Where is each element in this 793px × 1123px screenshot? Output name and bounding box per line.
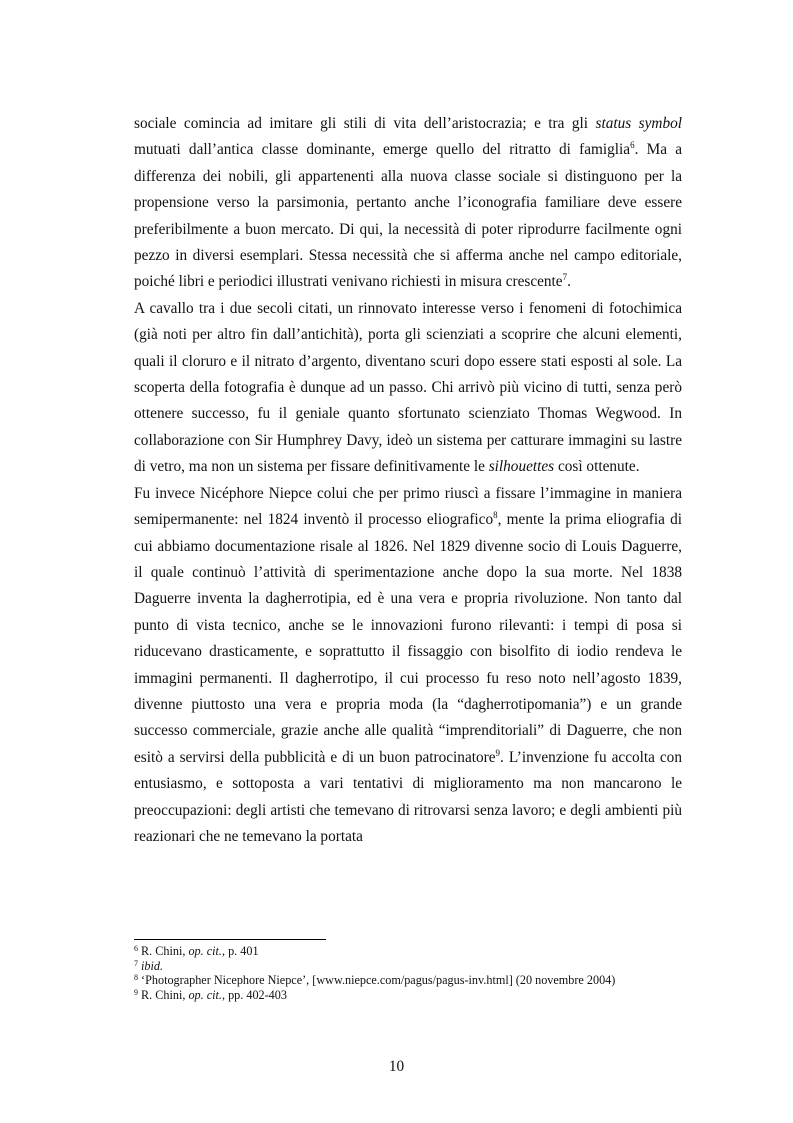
footnote-text: R. Chini, bbox=[138, 987, 189, 1002]
italic-term: status symbol bbox=[595, 115, 682, 132]
footnote-italic: op. cit., bbox=[188, 944, 226, 958]
footnote-number: 6 bbox=[134, 944, 138, 953]
footnote-number: 7 bbox=[134, 958, 138, 968]
footnote-separator bbox=[134, 939, 326, 940]
text-run: . Ma a differenza dei nobili, gli appartenenti alla nuova classe sociale si distinguono per la propensione verso la parsimonia, pertanto anche l’iconografia familiare deve essere preferibilmente a buon mercato. Di qui, la necessità di poter riprodurre facilmente ogni pezzo in diversi esemplari. Stessa necessità che si afferma anche nel campo editoriale, poiché libri e periodici illustrati venivano richiesti in misura crescente bbox=[134, 141, 683, 291]
text-run: Fu invece Nicéphore Niepce colui che per primo riuscì a fissare l’immagine in maniera semipermanente: nel 1824 inventò il processo eliografico bbox=[134, 484, 682, 529]
text-run: A cavallo tra i due secoli citati, un rinnovato interesse verso i fenomeni di fotochimica (già noti per altro fin dall’antichità), porta gli scienziati a scoprire che alcuni elementi, quali il cloruro e il nitrato d’argento, diventano scuri dopo essere stati esposti al sole. La scoperta della fotografia è dunque ad un passo. Chi arrivò più vicino di tutti, senza però ottenere successo, fu il geniale quanto sfortunato scienziato Thomas Wegwood. In collaborazione con Sir Humphrey Davy, ideò un sistema per catturare immagini su lastre di vetro, ma non un sistema per fissare definitivamente le bbox=[134, 299, 682, 476]
footnote-number: 9 bbox=[134, 987, 138, 997]
footnote-number: 8 bbox=[134, 973, 138, 982]
footnote-9 bbox=[134, 988, 694, 1003]
paragraph-1 bbox=[134, 111, 682, 296]
footnote-italic: ibid. bbox=[141, 958, 164, 973]
paragraph-2 bbox=[134, 296, 682, 481]
paragraph-3 bbox=[134, 481, 682, 851]
footnote-6 bbox=[134, 944, 694, 959]
footnote-text: , pp. 402-403 bbox=[221, 987, 287, 1002]
footnotes bbox=[134, 944, 694, 1002]
text-run: . L’invenzione fu accolta con entusiasmo, e sottoposta a vari tentativi di miglioramento ma non mancarono le preoccupazioni: degli artisti che temevano di ritrovarsi senza lavoro; e degli ambienti più reazionari che ne temevano la portata bbox=[134, 748, 682, 845]
footnote-7 bbox=[134, 959, 694, 974]
footnote-ref: 8 bbox=[493, 510, 498, 521]
footnote-text: R. Chini, bbox=[138, 944, 189, 958]
body-text bbox=[134, 111, 682, 850]
footnote-text: ‘Photographer Nicephore Niepce’, [www.niepce.com/pagus/pagus-inv.html] (20 novembre 2004) bbox=[138, 973, 616, 987]
footnote-8 bbox=[134, 973, 694, 988]
footnote-italic: op. cit. bbox=[188, 987, 222, 1002]
text-run: sociale comincia ad imitare gli stili di vita dell’aristocrazia; e tra gli bbox=[134, 115, 596, 132]
page-number: 10 bbox=[388, 1058, 405, 1075]
italic-term: silhouettes bbox=[488, 458, 555, 476]
text-run: , mente la prima eliografia di cui abbiamo documentazione risale al 1826. Nel 1829 divenne socio di Louis Daguerre, il quale continuò l’attività di sperimentazione anche dopo la sua morte. Nel 1838 Daguerre inventa la dagherrotipia, ed è una vera e propria rivoluzione. Non tanto dal punto di vista tecnico, anche se le innovazioni furono rilevanti: i tempi di posa si riducevano drasticamente, e soprattutto il fissaggio con bisolfito di iodio rendeva le immagini permanenti. Il dagherrotipo, il cui processo fu reso noto nell’agosto 1839, divenne piuttosto una vera e propria moda (la “dagherrotipomania”) e un grande successo commerciale, grazie anche alle qualità “imprenditoriali” di Daguerre, che non esitò a servirsi della pubblicità e di un buon patrocinatore bbox=[134, 511, 683, 766]
text-run: . bbox=[567, 273, 571, 291]
footnote-ref: 7 bbox=[562, 272, 568, 283]
footnote-text: p. 401 bbox=[225, 944, 259, 958]
text-run: mutuati dall’antica classe dominante, emerge quello del ritratto di famiglia bbox=[134, 141, 631, 159]
footnote-ref: 6 bbox=[630, 140, 635, 151]
footnote-ref: 9 bbox=[495, 747, 501, 758]
text-run: così ottenute. bbox=[554, 458, 640, 476]
